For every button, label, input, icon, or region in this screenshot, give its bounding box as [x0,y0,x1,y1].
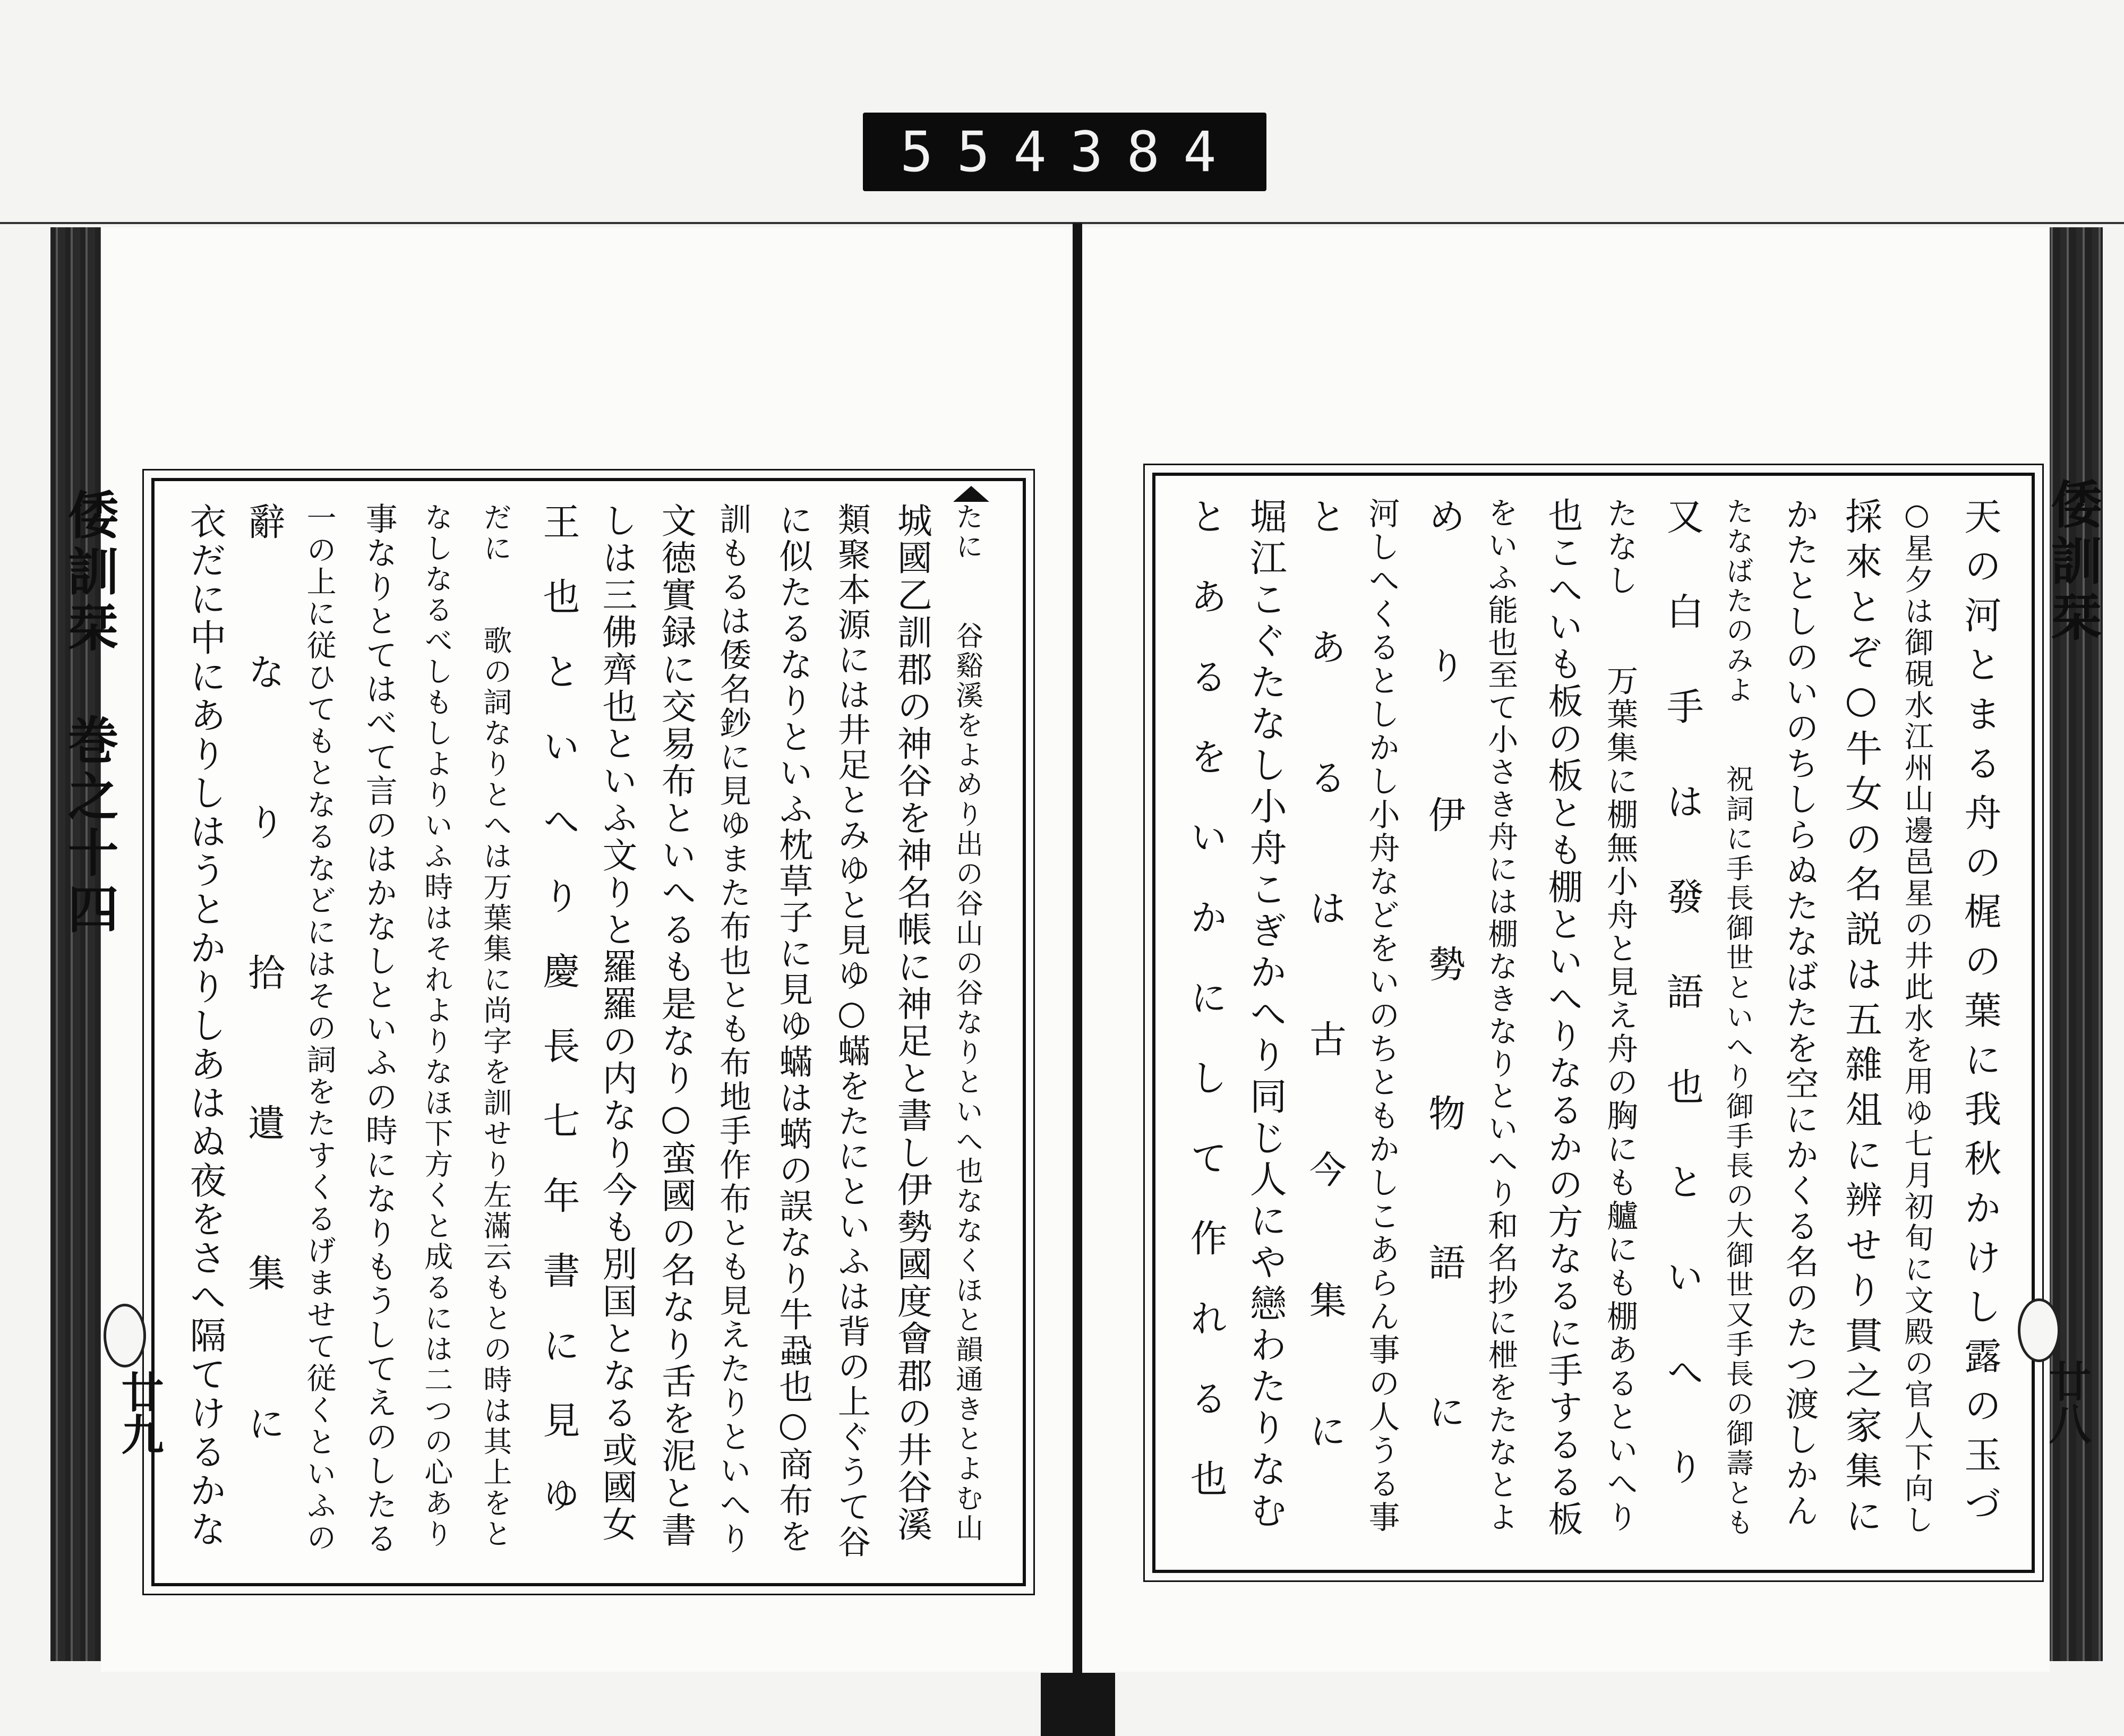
frame-number-label [863,113,1266,191]
text-column: 文徳實録に交易布といへるも是なり○蛮國の名なり舌を泥と書 [655,502,697,1549]
text-column: しは三佛齊也といふ文りと羅羅の内なり今も別国となる或國女 [596,502,638,1543]
text-column: 堀江こぐたなし小舟こぎかへり同じ人にや戀わたりなむ [1244,497,1288,1533]
text-column: だに 歌の詞なりとへは万葉集に尚字を訓せり左滿云もとの時は其上をと [478,502,512,1550]
text-column: かたとしのいのちしらぬたなばたを空にかくる名のたつ渡しかん [1780,497,1819,1529]
text-column: 天の河とまる舟の梶の葉に我秋かけし露の玉づ [1958,497,2002,1534]
text-column: なしなるべしもしよりいふ時はそれよりなほ下方くと成るには二つの心あり [419,502,453,1550]
text-column: ○星夕は御硯水江州山邊邑星の井此水を用ゆ七月初旬に文殿の官人下向し [1899,497,1934,1536]
left-page-notch [104,1304,146,1367]
section-marker-triangle [953,486,989,502]
text-column: 採來とぞ○牛女の名説は五雜俎に辨せり貫之家集に [1839,497,1883,1542]
text-column: 王也といへり慶長七年書に見ゆ [536,502,580,1551]
text-column: 城國乙訓郡の神谷を神名帳に神足と書し伊勢國度會郡の井谷溪 [891,502,932,1543]
text-column: 也こへいも板の板とも棚といへりなるかの方なるに手するる板 [1541,497,1583,1538]
right-page-notch [2018,1298,2060,1362]
left-page-folio: 廿九 [114,1370,164,1455]
text-column: たなばたのみよ 祝詞に手長御世といへり御手長の大御世又手長の御壽とも [1721,497,1753,1538]
right-page-title: 倭訓栞 [2043,478,2103,647]
right-text-frame [1152,473,2035,1573]
text-column: に似たるなりといふ枕草子に見ゆ蟎は蜹の誤なり牛蝨也○商布を [773,502,813,1555]
top-edge-line [0,222,2124,224]
frame-number-right: 384 [1069,119,1240,184]
text-column: 辭なり拾遺集に [242,502,286,1554]
text-column: 訓もるは倭名鈔に見ゆまた布也とも布地手作布とも見えたりといへり [714,502,752,1556]
text-column: 一の上に従ひてもとなるなどにはその詞をたすくるげませて従くといふの [302,502,337,1554]
text-column: 類聚本源には井足とみゆと見ゆ○蟎をたにといふは背の上ぐうて谷 [832,502,871,1560]
spine-base [1041,1673,1115,1736]
left-binding-edge [50,227,104,1661]
text-column: たなし 万葉集に棚無小舟と見え舟の胸にも艫にも棚あるといへり [1601,497,1639,1534]
left-page-title: 倭訓栞 巻之十四 [59,489,119,939]
text-column: をいふ能也至て小さき舟には棚なきなりといへり和名抄に枻をたなとよ [1483,497,1518,1534]
text-column: とあるをいかにして作れる也 [1184,497,1228,1540]
book-spine [1073,223,1082,1736]
text-column: めり伊勢物語に [1422,497,1466,1542]
text-column: とあるは古今集に [1303,497,1347,1542]
text-column: 河しへくるとしかし小舟などをいのちともかしこあらん事の人うる事 [1363,497,1400,1534]
frame-number-left: 554 [900,119,1070,184]
left-text-frame [151,478,1026,1586]
right-binding-edge [2044,227,2103,1661]
text-column: たに 谷谿溪をよめり出の谷山の谷なりといへ也ななくほと韻通きとよむ山 [950,502,983,1543]
text-column: 又白手は發語也といへり [1660,497,1705,1543]
text-column: 衣だに中にありしはうとかりしあはぬ夜をさへ隔てけるかな [183,502,226,1549]
text-column: 事なりとてはべて言のはかなしといふの時になりもうしてえのしたる [360,502,398,1556]
right-page-folio: 廿八 [2042,1359,2092,1444]
